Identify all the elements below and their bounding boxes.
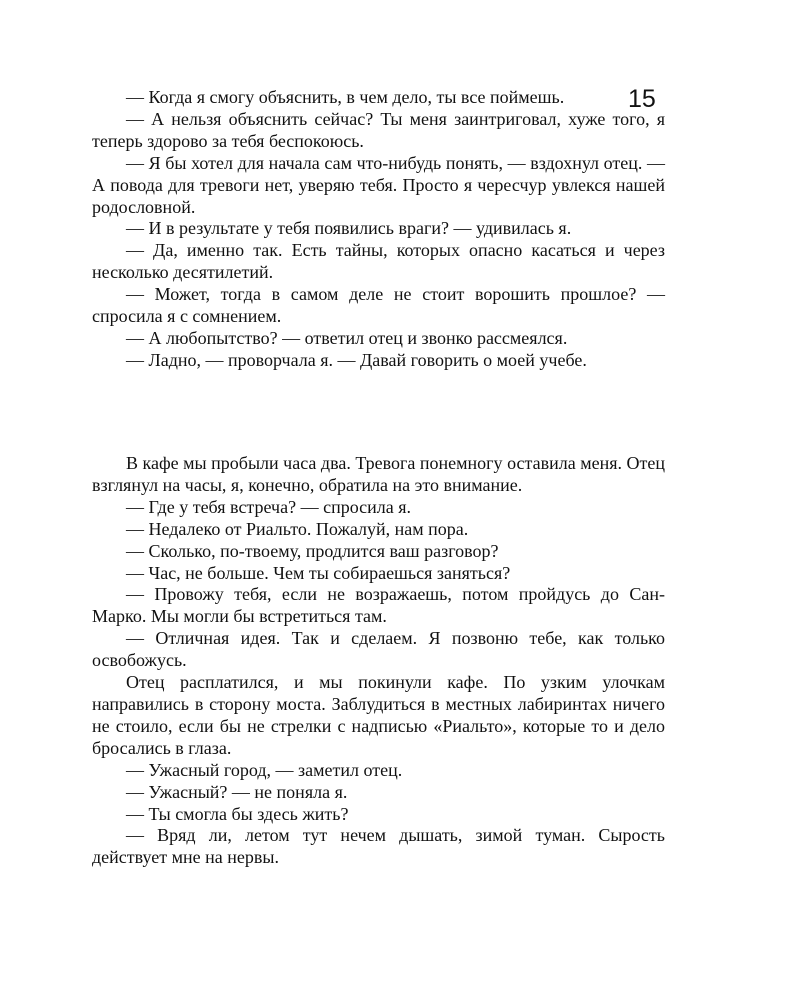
text-block-cafe-scene [92,453,665,869]
paragraph: — А нельзя объяснить сейчас? Ты меня заинтриговал, хуже того, я теперь здорово за тебя беспокоюсь. [92,108,665,151]
paragraph: — Провожу тебя, если не возражаешь, потом пройдусь до Сан-Марко. Мы могли бы встретиться там. [92,584,665,627]
paragraph: — Может, тогда в самом деле не стоит ворошить прошлое? — спросила я с сомнением. [92,284,665,327]
page-number: 15 [628,85,656,113]
paragraph: — Недалеко от Риальто. Пожалуй, нам пора. [126,518,469,539]
paragraph: — Когда я смогу объяснить, в чем дело, ты все поймешь. [126,87,565,107]
paragraph: — Отличная идея. Так и сделаем. Я позвоню тебе, как только освобожусь. [92,628,665,671]
paragraph: В кафе мы пробыли часа два. Тревога понемногу оставила меня. Отец взглянул на часы, я, конечно, обратила на это внимание. [92,453,665,495]
paragraph: — Я бы хотел для начала сам что-нибудь понять, — вздохнул отец. — А повода для тревоги нет, уверяю тебя. Просто я чересчур увлекся нашей родословной. [92,152,665,217]
paragraph: — Да, именно так. Есть тайны, которых опасно касаться и через несколько десятилетий. [92,240,665,283]
paragraph: Отец расплатился, и мы покинули кафе. По узким улочкам направились в сторону моста. Заблудиться в местных лабиринтах ничего не стоило, если бы не стрелки с надписью «Риальто», которые то и дело бросались в глаза. [92,672,665,758]
text-block-dialogue [92,87,665,372]
paragraph: — Ты смогла бы здесь жить? [126,803,349,824]
paragraph: — И в результате у тебя появились враги? — удивилась я. [126,218,572,239]
paragraph: — Где у тебя встреча? — спросила я. [126,496,412,517]
paragraph: — Час, не больше. Чем ты собираешься заняться? [126,562,511,583]
paragraph: — Сколько, по-твоему, продлится ваш разговор? [126,540,499,561]
paragraph: — А любопытство? — ответил отец и звонко рассмеялся. [126,327,568,348]
paragraph: — Ужасный? — не поняла я. [126,781,348,802]
paragraph: — Ужасный город, — заметил отец. [126,759,403,780]
paragraph: — Ладно, — проворчала я. — Давай говорить о моей учебе. [126,349,587,370]
paragraph: — Вряд ли, летом тут нечем дышать, зимой туман. Сырость действует мне на нервы. [92,825,665,868]
